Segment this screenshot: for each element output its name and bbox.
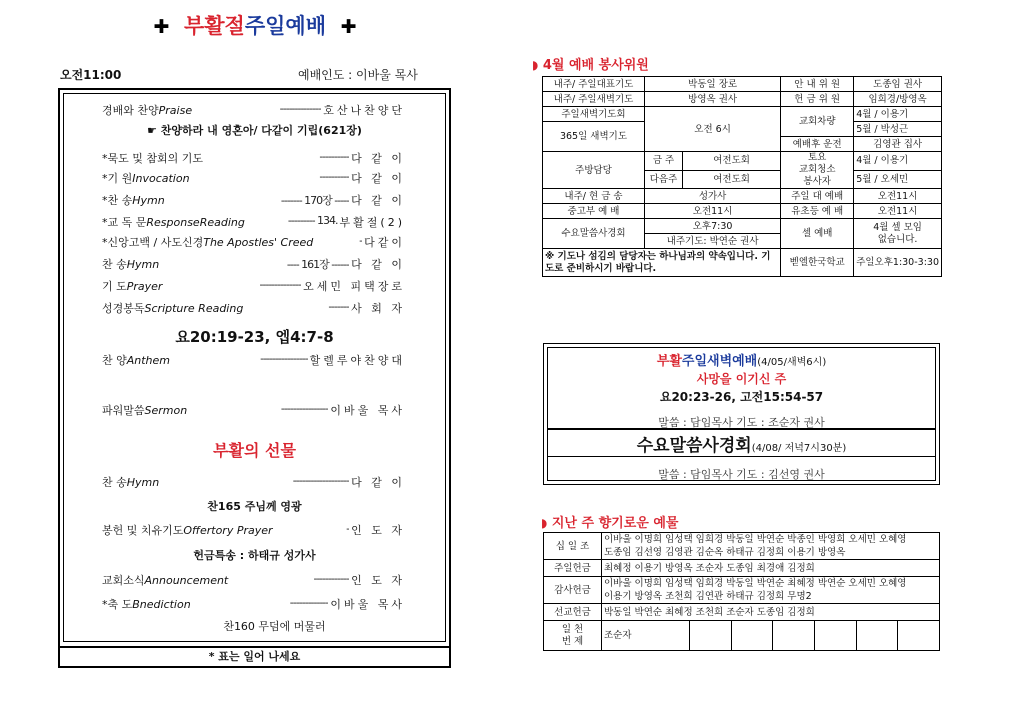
row-label: 십 일 조 bbox=[544, 533, 602, 560]
order-item bbox=[102, 150, 405, 166]
order-item-label: 찬 양Anthem bbox=[102, 354, 171, 367]
cross-icon: ✚ bbox=[340, 16, 357, 38]
offering-heading bbox=[541, 512, 678, 531]
scripture-reference: 요20:19-23, 엡4:7-8 bbox=[175, 328, 334, 346]
detail-note: 헌금특송 : 하태규 성가사 bbox=[193, 549, 316, 562]
cell: 김영관 집사 bbox=[854, 137, 942, 152]
empty-cell bbox=[690, 621, 732, 651]
wednesday-title bbox=[548, 431, 935, 456]
cell: 여전도회 bbox=[683, 170, 781, 189]
dawn-verse: 요20:23-26, 고전15:54-57 bbox=[659, 390, 824, 404]
order-item bbox=[102, 474, 405, 490]
order-item-person: 다 같 이 bbox=[351, 258, 405, 271]
cell: 방영옥 권사 bbox=[645, 92, 781, 107]
order-item-label: *신앙고백 / 사도신경The Apostles' Creed bbox=[102, 236, 314, 249]
table-row bbox=[544, 577, 940, 604]
dawn-title-sub: (4/05/새벽6시) bbox=[757, 357, 827, 368]
order-item-leader-line: -------------- bbox=[279, 102, 322, 115]
order-item-person: 인 도 자 bbox=[351, 524, 405, 537]
empty-cell bbox=[898, 621, 940, 651]
detail-note: 찬165 주님께 영광 bbox=[207, 500, 302, 513]
order-item bbox=[102, 402, 405, 418]
cell: 오전11시 bbox=[854, 189, 942, 204]
order-item-person: 호산나찬양단 bbox=[323, 104, 405, 117]
row-label: 감사헌금 bbox=[544, 577, 602, 604]
order-of-service bbox=[58, 88, 451, 668]
cell: 주일 대 예배 bbox=[781, 189, 854, 204]
cell: 내주/ 현 금 송 bbox=[543, 189, 645, 204]
duty-heading-text: 4월 예배 봉사위원 bbox=[542, 58, 649, 73]
cell: 365일 새벽기도 bbox=[543, 122, 645, 152]
row-names: 이바울 이명희 임성택 임희경 박동일 박연순 최혜정 박연순 오세민 오혜영 이용기 방영옥 조천희 김연관 하태규 김정희 무명2 bbox=[602, 577, 940, 604]
table-row bbox=[543, 219, 942, 234]
wednesday-title-text: 수요말씀사경회 bbox=[636, 436, 752, 456]
cell: 오후7:30 bbox=[645, 219, 781, 234]
bullet-icon: ◗ bbox=[532, 58, 539, 72]
table-row bbox=[543, 92, 942, 107]
title-part-2: 주일예배 bbox=[244, 14, 326, 38]
order-item-person: 다같이 bbox=[364, 236, 405, 249]
table-row bbox=[543, 77, 942, 92]
order-item bbox=[102, 234, 405, 250]
order-item-label: 봉헌 및 치유기도Offertory Prayer bbox=[102, 524, 273, 537]
dawn-title-blue: 주일새벽예배 bbox=[681, 354, 758, 369]
row-label: 선교헌금 bbox=[544, 604, 602, 621]
title-part-1: 부활절 bbox=[183, 14, 245, 38]
cell: 오전11시 bbox=[854, 204, 942, 219]
hymn-note: ☛ 찬양하라 내 영혼아/ 다같이 기립(621장) bbox=[147, 124, 362, 137]
offering-table bbox=[543, 532, 940, 651]
cell: 여전도회 bbox=[683, 152, 781, 171]
order-item-person: 이바울 목사 bbox=[330, 598, 405, 611]
order-item-leader-line: -------------- bbox=[259, 278, 302, 291]
order-item-leader-line: ------------- bbox=[289, 596, 329, 609]
order-item-leader-line: - bbox=[359, 234, 363, 247]
order-item bbox=[102, 102, 405, 118]
order-item-leader-line: ---------------- bbox=[260, 352, 308, 365]
order-item bbox=[102, 596, 405, 612]
empty-cell bbox=[731, 621, 773, 651]
cell: 벧엘한국학교 bbox=[781, 249, 854, 277]
table-row bbox=[543, 204, 942, 219]
order-item-person: 오세민 피택장로 bbox=[303, 280, 405, 293]
duty-heading bbox=[532, 54, 649, 73]
order-item-person: 부활절(2) bbox=[339, 216, 405, 229]
cell: 안 내 위 원 bbox=[781, 77, 854, 92]
empty-cell bbox=[773, 621, 815, 651]
order-item-label: 찬 송Hymn bbox=[102, 476, 160, 489]
order-item-label: 찬 송Hymn bbox=[102, 258, 160, 271]
order-item-person: 다 같 이 bbox=[351, 194, 405, 207]
table-row bbox=[543, 189, 942, 204]
table-row bbox=[544, 621, 940, 651]
cell: 4월 셀 모임 없습니다. bbox=[854, 219, 942, 249]
order-item-leader-line: ------------ bbox=[313, 572, 350, 585]
cell: 4월 / 이용기 bbox=[854, 152, 942, 171]
empty-cell bbox=[856, 621, 898, 651]
order-item bbox=[102, 300, 405, 316]
order-item-leader-line: ---------- bbox=[319, 170, 350, 183]
dawn-service-box bbox=[543, 343, 940, 485]
duty-table bbox=[542, 76, 942, 277]
cell: 내주/ 주일대표기도 bbox=[543, 77, 645, 92]
order-item-label: 성경봉독Scripture Reading bbox=[102, 302, 244, 315]
divider bbox=[548, 456, 935, 457]
order-item-label: *묵도 및 참회의 기도 bbox=[102, 152, 203, 165]
order-inner bbox=[63, 93, 446, 642]
row-label: 주일헌금 bbox=[544, 560, 602, 577]
order-item-person: 다 같 이 bbox=[351, 172, 405, 185]
dawn-title bbox=[548, 350, 935, 369]
order-item-label: *기 원Invocation bbox=[102, 172, 190, 185]
table-row bbox=[544, 560, 940, 577]
order-item bbox=[102, 214, 405, 230]
bullet-icon: ◗ bbox=[541, 516, 548, 530]
cell: 성가사 bbox=[645, 189, 781, 204]
empty-cell bbox=[814, 621, 856, 651]
table-row bbox=[543, 249, 942, 277]
order-item bbox=[102, 256, 405, 272]
order-item-label: 교회소식Announcement bbox=[102, 574, 229, 587]
order-item bbox=[102, 192, 405, 208]
order-item-person: 할렐루야찬양대 bbox=[309, 354, 405, 367]
table-row bbox=[543, 107, 942, 122]
cell: 오전 6시 bbox=[645, 107, 781, 152]
order-item-leader-line: ------------------- bbox=[292, 474, 350, 487]
closing-hymn: 찬160 무덤에 머물러 bbox=[223, 620, 326, 633]
row-names: 조순자 bbox=[602, 621, 690, 651]
order-item-label: 경배와 찬양Praise bbox=[102, 104, 193, 117]
cell: 중고부 예 배 bbox=[543, 204, 645, 219]
cell: 오전11시 bbox=[645, 204, 781, 219]
order-item-label: *교 독 문ResponseReading bbox=[102, 216, 245, 229]
cell: 5월 / 박성근 bbox=[854, 122, 942, 137]
order-item-leader-line: ---------- bbox=[319, 150, 350, 163]
order-item-leader-line: ---- 161장 ------ bbox=[286, 258, 350, 271]
order-item-label: 기 도Prayer bbox=[102, 280, 163, 293]
service-leader: 예배인도 : 이바울 목사 bbox=[298, 68, 418, 82]
order-item-person: 다 같 이 bbox=[351, 476, 405, 489]
order-item bbox=[102, 522, 405, 538]
cross-icon: ✚ bbox=[153, 16, 170, 38]
table-row bbox=[543, 152, 942, 171]
cell: 도종임 권사 bbox=[854, 77, 942, 92]
cell: 금 주 bbox=[645, 152, 683, 171]
service-time: 오전11:00 bbox=[60, 68, 122, 82]
cell: 4월 / 이용기 bbox=[854, 107, 942, 122]
order-item bbox=[102, 170, 405, 186]
order-item-person: 이바울 목사 bbox=[330, 404, 405, 417]
order-item-person: 다 같 이 bbox=[351, 152, 405, 165]
order-item-label: *축 도Bnediction bbox=[102, 598, 191, 611]
order-item-person: 사 회 자 bbox=[351, 302, 405, 315]
order-item-leader-line: - bbox=[346, 522, 350, 535]
cell: 수요말씀사경회 bbox=[543, 219, 645, 249]
divider bbox=[548, 428, 935, 430]
row-names: 박동일 박연순 최혜정 조천희 조순자 도종임 김정희 bbox=[602, 604, 940, 621]
sermon-title: 부활의 선물 bbox=[213, 441, 296, 460]
cell: 헌 금 위 원 bbox=[781, 92, 854, 107]
cell: 토요 교회청소 봉사자 bbox=[781, 152, 854, 189]
order-item bbox=[102, 352, 405, 368]
order-item bbox=[102, 572, 405, 588]
cell: 교회차량 bbox=[781, 107, 854, 137]
order-item-leader-line: --------- 134. bbox=[287, 214, 338, 227]
order-item-leader-line: ------- bbox=[328, 300, 350, 313]
cell: 박동일 장로 bbox=[645, 77, 781, 92]
cell: 주일새벽기도회 bbox=[543, 107, 645, 122]
dawn-title-red: 부활 bbox=[656, 354, 682, 369]
page-title bbox=[120, 10, 390, 40]
offering-heading-text: 지난 주 향기로운 예물 bbox=[551, 516, 679, 531]
cell: 5월 / 오세민 bbox=[854, 170, 942, 189]
dawn-subtitle: 사망을 이기신 주 bbox=[696, 372, 787, 386]
row-label: 일 천 번 제 bbox=[544, 621, 602, 651]
order-item-leader-line: ------- 170장 ----- bbox=[280, 194, 350, 207]
order-item-person: 인 도 자 bbox=[351, 574, 405, 587]
cell: 유초등 예 배 bbox=[781, 204, 854, 219]
wednesday-speaker: 말씀 : 담임목사 기도 : 김선영 권사 bbox=[658, 468, 825, 481]
cell: 셀 예배 bbox=[781, 219, 854, 249]
order-item-leader-line: ---------------- bbox=[280, 402, 329, 415]
order-item bbox=[102, 278, 405, 294]
dawn-speaker: 말씀 : 담임목사 기도 : 조순자 권사 bbox=[658, 416, 825, 429]
wednesday-title-sub: (4/08/ 저녁7시30분) bbox=[751, 443, 847, 454]
row-names: 최혜정 이용기 방영옥 조순자 도종임 최경애 김정희 bbox=[602, 560, 940, 577]
order-item-label: 파워말씀Sermon bbox=[102, 404, 188, 417]
cell: 주방담당 bbox=[543, 152, 645, 189]
cell: 내주기도: 박연순 권사 bbox=[645, 234, 781, 249]
notice: ※ 기도나 섬김의 담당자는 하나님과의 약속입니다. 기도로 준비하시기 바랍니다. bbox=[543, 249, 781, 277]
cell: 주일오후1:30-3:30 bbox=[854, 249, 942, 277]
dawn-inner bbox=[547, 347, 936, 481]
order-footer: * 표는 일어 나세요 bbox=[60, 646, 449, 666]
cell: 내주/ 주일새벽기도 bbox=[543, 92, 645, 107]
row-names: 이바울 이명희 임성택 임희경 박동일 박연순 박종인 박영희 오세민 오혜영 도종임 김선영 김영관 김순옥 하태규 김정희 이용기 방영옥 bbox=[602, 533, 940, 560]
table-row bbox=[544, 604, 940, 621]
table-row bbox=[544, 533, 940, 560]
cell: 예배후 운전 bbox=[781, 137, 854, 152]
order-item-label: *찬 송Hymn bbox=[102, 194, 165, 207]
cell: 다음주 bbox=[645, 170, 683, 189]
cell: 임희경/방영옥 bbox=[854, 92, 942, 107]
